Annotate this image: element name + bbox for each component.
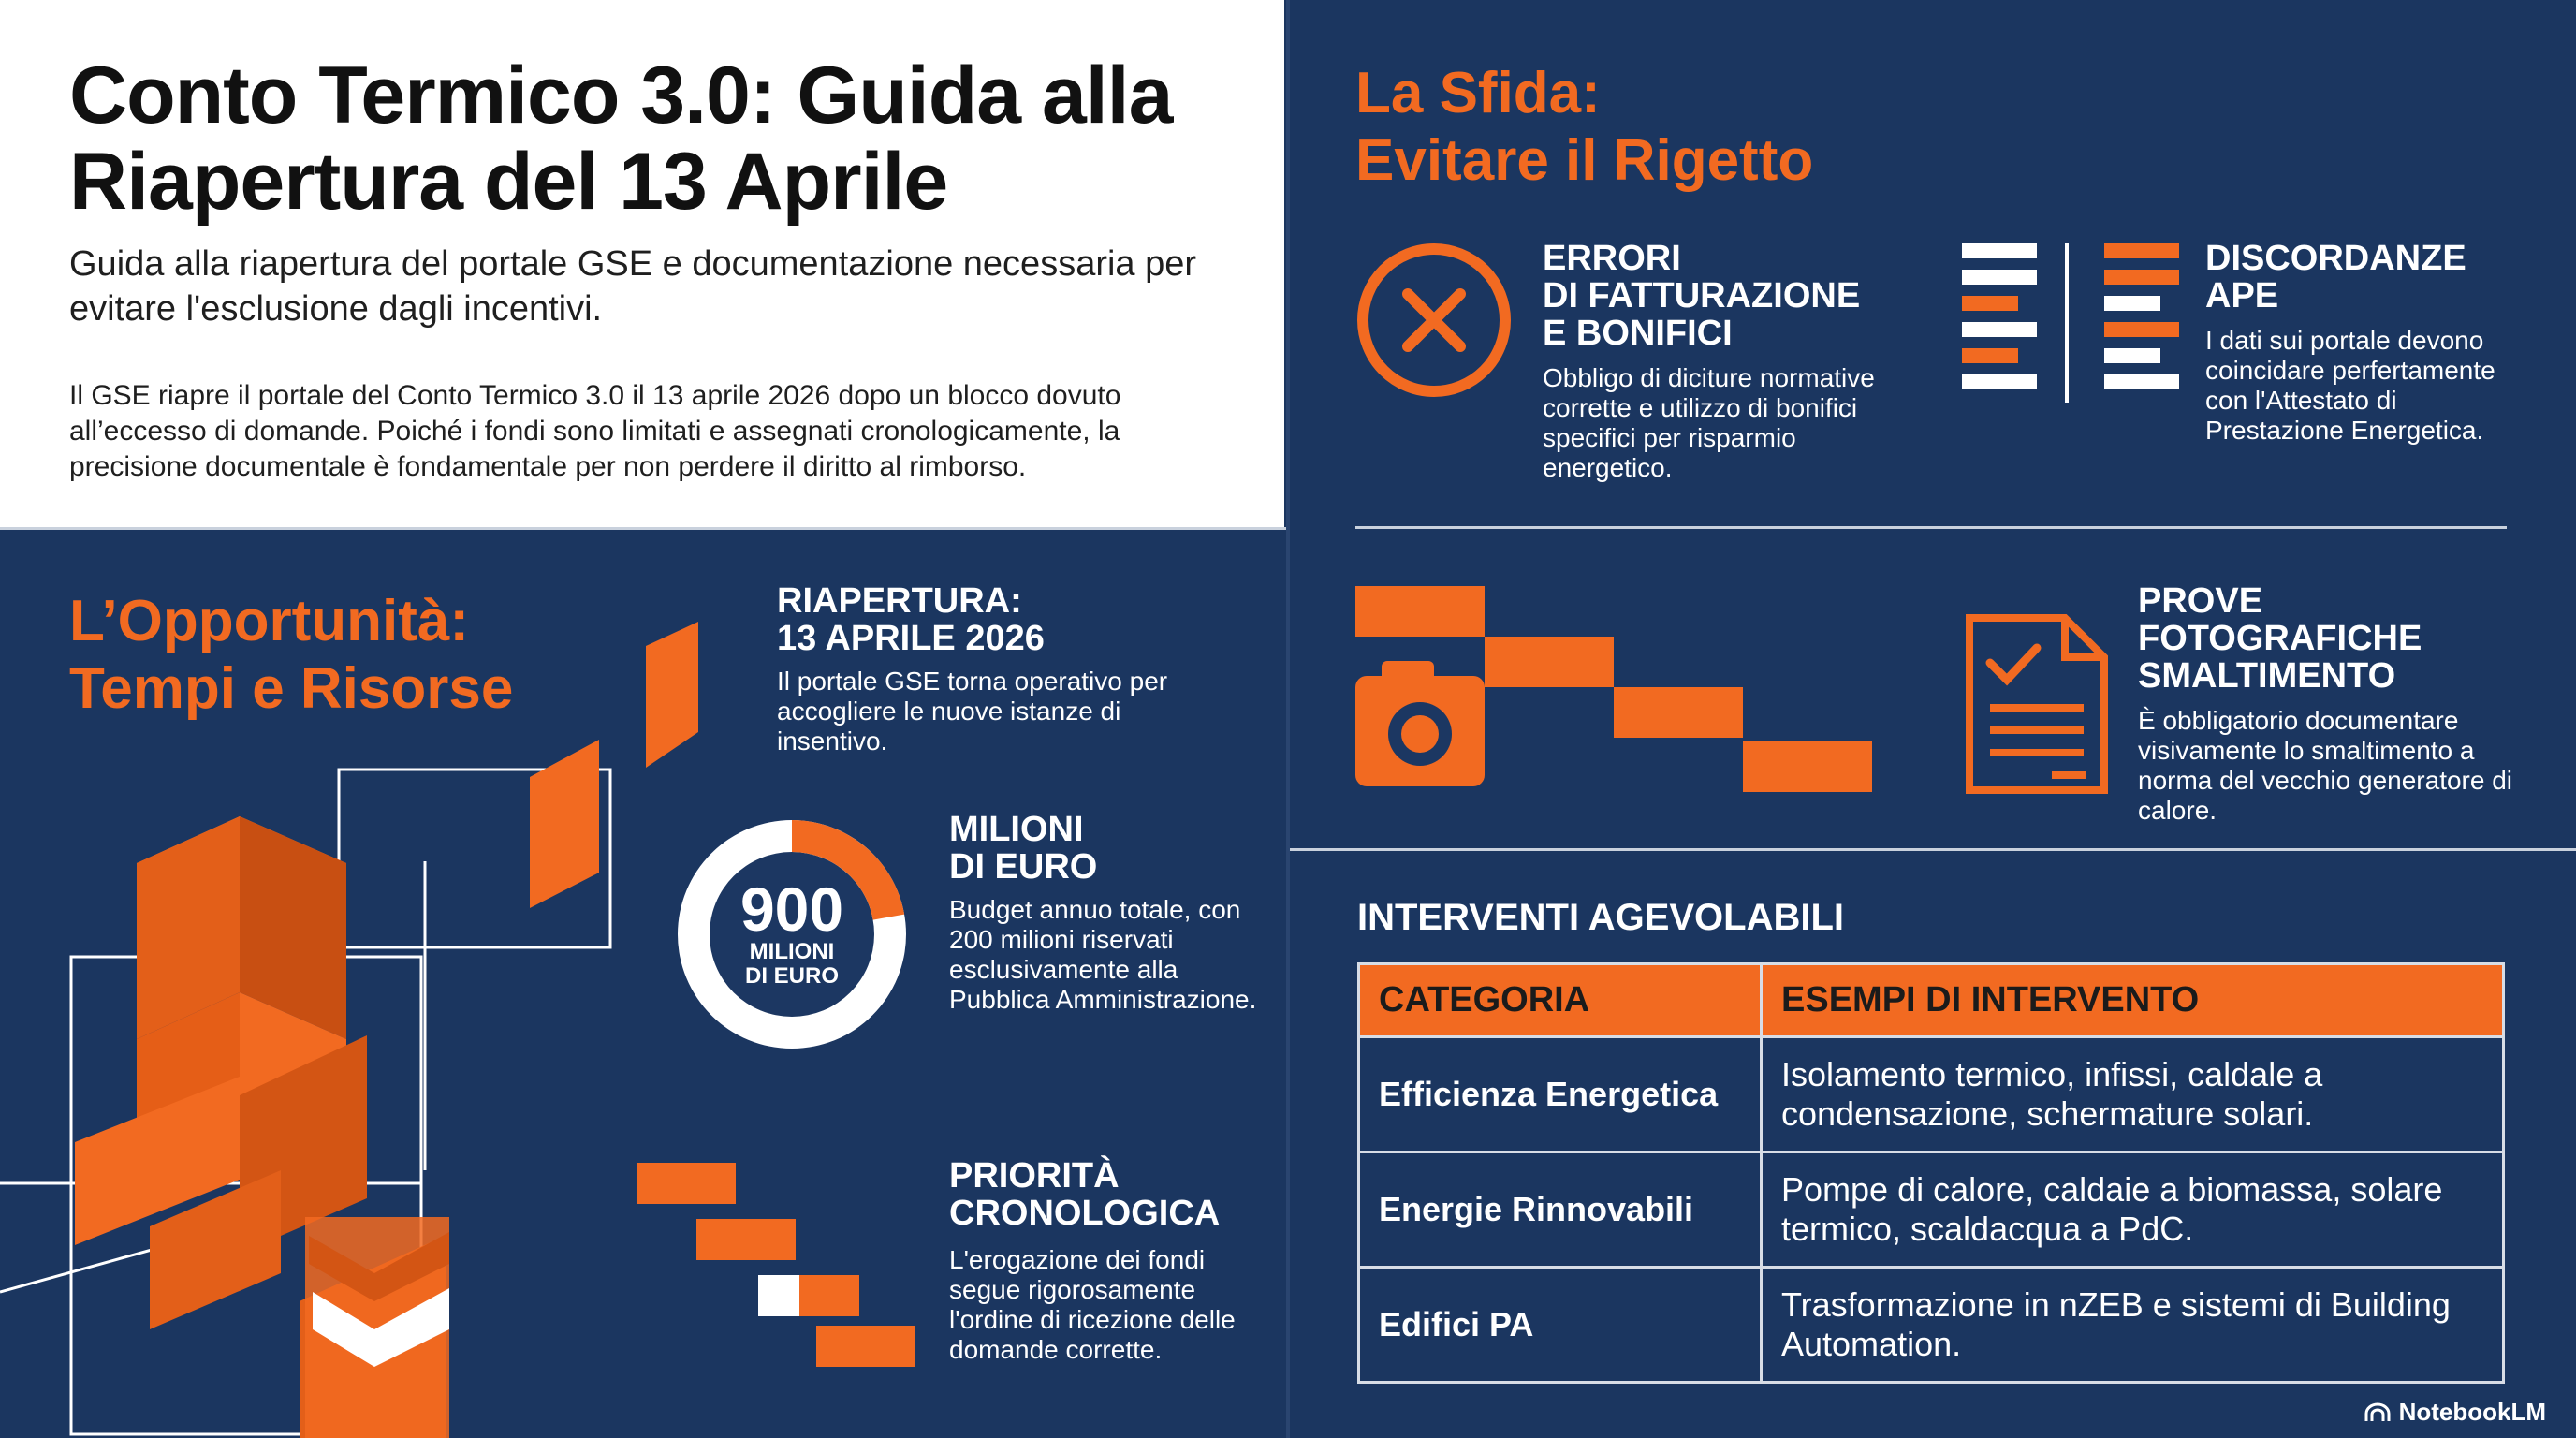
document-check-icon	[1962, 610, 2112, 798]
billing-title-line1: ERRORI	[1543, 239, 1681, 278]
brand-name: NotebookLM	[2398, 1398, 2546, 1426]
billing-title-line2: DI FATTURAZIONE	[1543, 276, 1861, 315]
table-cell-examples: Trasformazione in nZEB e sistemi di Building Automation.	[1762, 1268, 2504, 1383]
photos-text: È obbligatorio documentare visivamente lo smaltimento a norma del vecchio generatore di calore.	[2138, 706, 2513, 825]
notebooklm-logo-icon	[2364, 1402, 2392, 1423]
budget-title-line1: MILIONI	[949, 810, 1084, 849]
table-row	[1359, 1037, 2504, 1152]
priority-text: L'erogazione dei fondi segue rigorosamente l'ordine di ricezione delle domande corrette.	[949, 1245, 1236, 1364]
brand-footer	[2364, 1398, 2546, 1427]
column-header-category: CATEGORIA	[1359, 964, 1762, 1037]
billing-text: Obbligo di diciture normative corrette e utilizzo di bonifici specifici per risparmio energetico.	[1543, 363, 1875, 482]
table-row	[1359, 1152, 2504, 1268]
x-circle-icon	[1355, 242, 1513, 399]
donut-label-line1: MILIONI	[749, 939, 835, 964]
table-cell-category: Efficienza Energetica	[1359, 1037, 1762, 1152]
table-cell-category: Edifici PA	[1359, 1268, 1762, 1383]
page-subtitle: Guida alla riapertura del portale GSE e documentazione necessaria per evitare l'esclusione dagli incentivi.	[69, 244, 1197, 329]
challenge-heading	[1355, 60, 1813, 195]
table-cell-examples: Pompe di calore, caldaie a biomassa, solare termico, scaldacqua a PdC.	[1762, 1152, 2504, 1268]
donut-value: 900	[739, 874, 844, 944]
ape-title-line1: DISCORDANZE	[2205, 239, 2466, 278]
table-row	[1359, 1268, 2504, 1383]
donut-label	[661, 874, 923, 989]
camera-icon	[1355, 661, 1485, 786]
budget-title-line2: DI EURO	[949, 847, 1098, 887]
billing-title-line3: E BONIFICI	[1543, 314, 1733, 353]
ape-text: I dati sui portale devono coincidare perfertamente con l'Attestato di Prestazione Energetica.	[2205, 326, 2496, 445]
challenge-heading-line2: Evitare il Rigetto	[1355, 128, 1814, 193]
vertical-divider	[1286, 0, 1290, 1438]
table-header-row	[1359, 964, 2504, 1037]
intro-text: Il GSE riapre il portale del Conto Termico 3.0 il 13 aprile 2026 dopo un blocco dovuto all’eccesso di domande. Poiché i fondi sono limitati e assegnati cronologicamente, la precisione documentale è fondamentale per non perdere il diritto al rimborso.	[69, 380, 1121, 482]
table-cell-category: Energie Rinnovabili	[1359, 1152, 1762, 1268]
challenge-divider	[1355, 526, 2507, 529]
challenge-heading-line1: La Sfida:	[1355, 61, 1601, 125]
reopening-text: Il portale GSE torna operativo per accogliere le nuove istanze di insentivo.	[777, 667, 1168, 756]
budget-text: Budget annuo totale, con 200 milioni riservati esclusivamente alla Pubblica Amministrazione.	[949, 895, 1257, 1014]
photos-title-line1: PROVE FOTOGRAFICHE	[2138, 581, 2422, 658]
table-cell-examples: Isolamento termico, infissi, caldale a condensazione, schermature solari.	[1762, 1037, 2504, 1152]
reopening-block	[777, 582, 1264, 756]
opportunity-heading-line2: Tempi e Risorse	[69, 656, 514, 721]
left-divider	[0, 527, 1286, 530]
budget-block	[949, 811, 1267, 1015]
billing-block	[1543, 240, 1898, 483]
steps-illustration	[633, 1161, 923, 1367]
reopening-title-line2: 13 APRILE 2026	[777, 619, 1045, 658]
compare-bars-icon	[1958, 240, 2183, 406]
opportunity-heading-line1: L’Opportunità:	[69, 589, 470, 653]
ape-title-line2: APE	[2205, 276, 2279, 315]
interventions-heading: INTERVENTI AGEVOLABILI	[1357, 897, 1845, 938]
interventions-table-wrap	[1357, 962, 2505, 1384]
reopening-title-line1: RIAPERTURA:	[777, 581, 1022, 621]
donut-label-line2: DI EURO	[744, 963, 839, 989]
photos-block	[2138, 582, 2531, 826]
page-title: Conto Termico 3.0: Guida alla Riapertura del 13 Aprile	[69, 51, 1173, 227]
ape-block	[2205, 240, 2524, 446]
camera-steps-illustration	[1355, 586, 1880, 796]
priority-title-line1: PRIORITÀ	[949, 1156, 1120, 1196]
priority-title-line2: CRONOLOGICA	[949, 1194, 1221, 1233]
column-header-examples: ESEMPI DI INTERVENTO	[1762, 964, 2504, 1037]
table-divider	[1290, 848, 2576, 851]
photos-title-line2: SMALTIMENTO	[2138, 656, 2396, 696]
priority-block	[949, 1157, 1267, 1365]
interventions-table	[1357, 962, 2505, 1384]
